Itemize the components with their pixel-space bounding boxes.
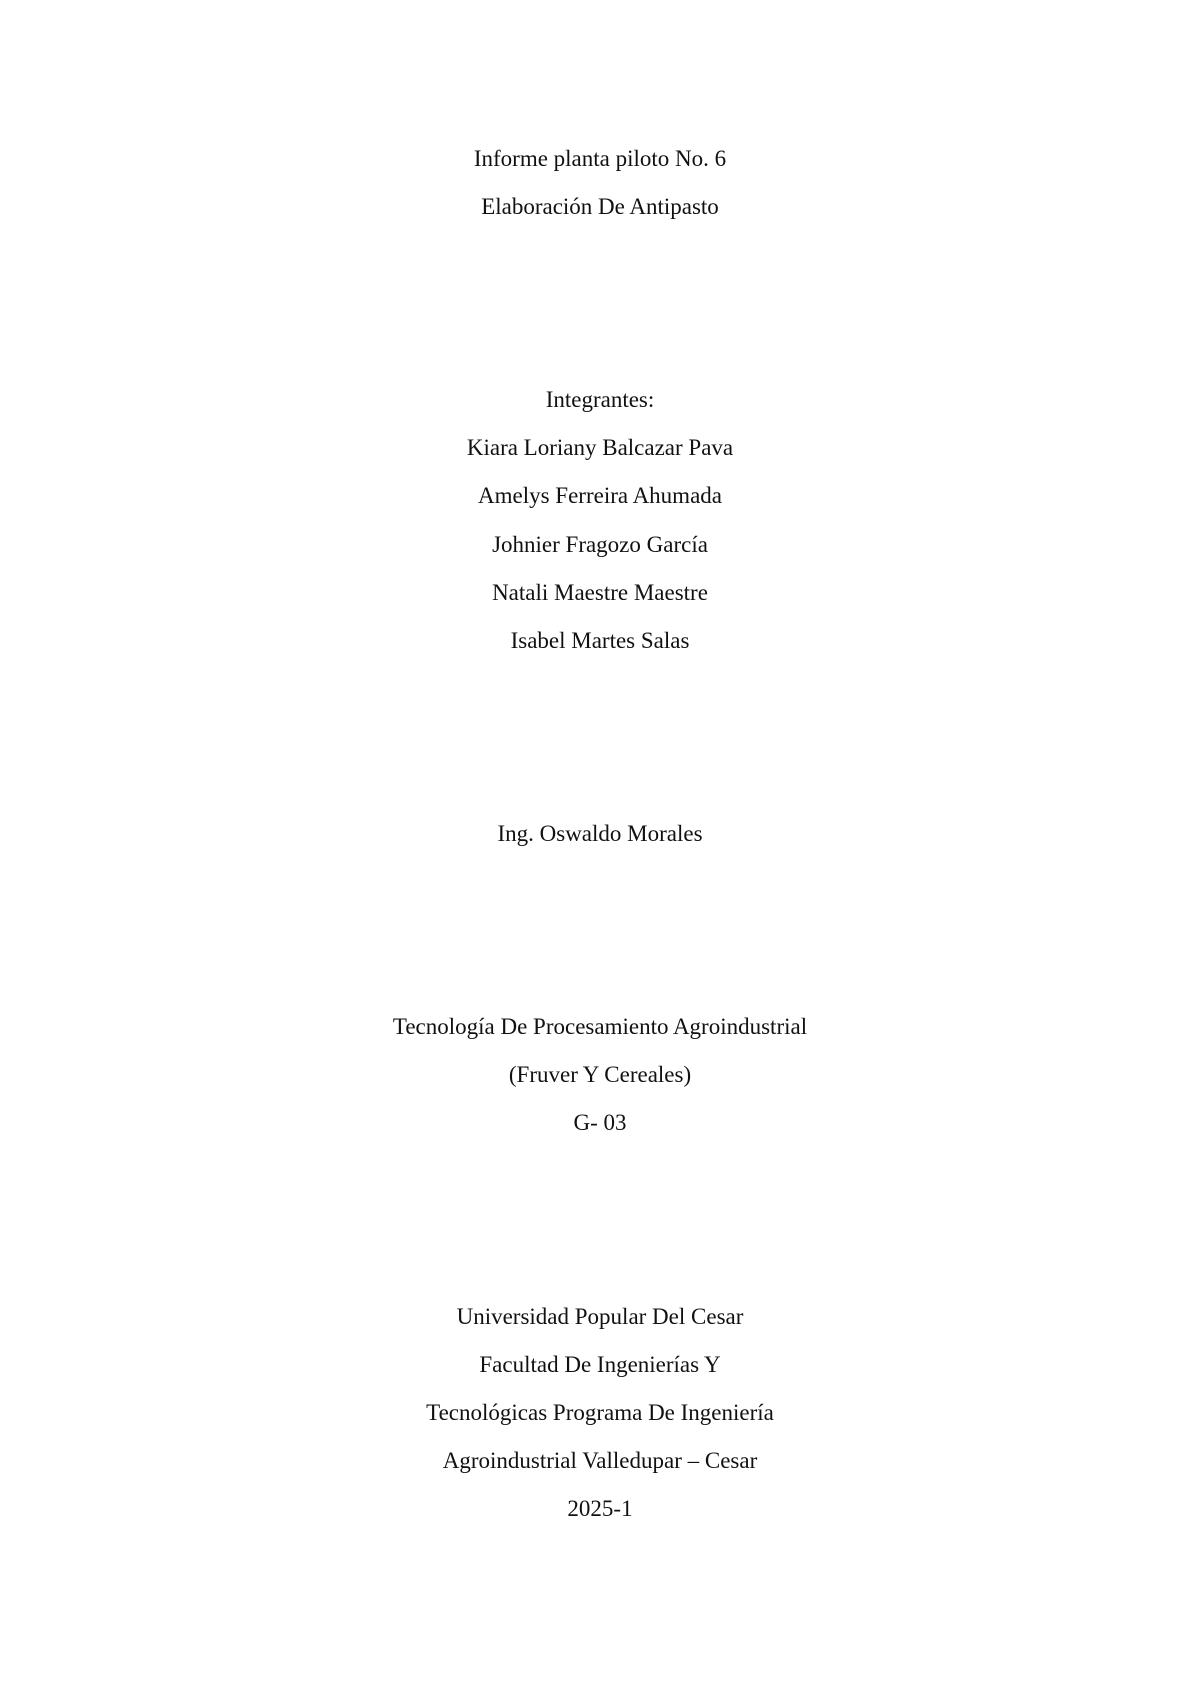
member-name: Natali Maestre Maestre bbox=[492, 580, 708, 605]
course-name: Tecnología De Procesamiento Agroindustrial bbox=[392, 1014, 808, 1039]
members-heading: Integrantes: bbox=[545, 387, 655, 412]
course-subtitle: (Fruver Y Cereales) bbox=[508, 1062, 692, 1087]
member-name: Johnier Fragozo García bbox=[492, 532, 708, 557]
member-name: Amelys Ferreira Ahumada bbox=[478, 483, 722, 508]
program-line: Tecnológicas Programa De Ingeniería bbox=[426, 1400, 774, 1425]
member-name: Kiara Loriany Balcazar Pava bbox=[466, 435, 734, 460]
course-group: G- 03 bbox=[573, 1110, 627, 1135]
location-line: Agroindustrial Valledupar – Cesar bbox=[442, 1448, 758, 1473]
instructor-name: Ing. Oswaldo Morales bbox=[497, 821, 703, 846]
report-subtitle: Elaboración De Antipasto bbox=[481, 194, 719, 219]
university-name: Universidad Popular Del Cesar bbox=[456, 1304, 744, 1329]
term-line: 2025-1 bbox=[567, 1496, 633, 1521]
member-name: Isabel Martes Salas bbox=[510, 628, 690, 653]
report-title: Informe planta piloto No. 6 bbox=[473, 146, 727, 171]
faculty-line: Facultad De Ingenierías Y bbox=[479, 1352, 721, 1377]
